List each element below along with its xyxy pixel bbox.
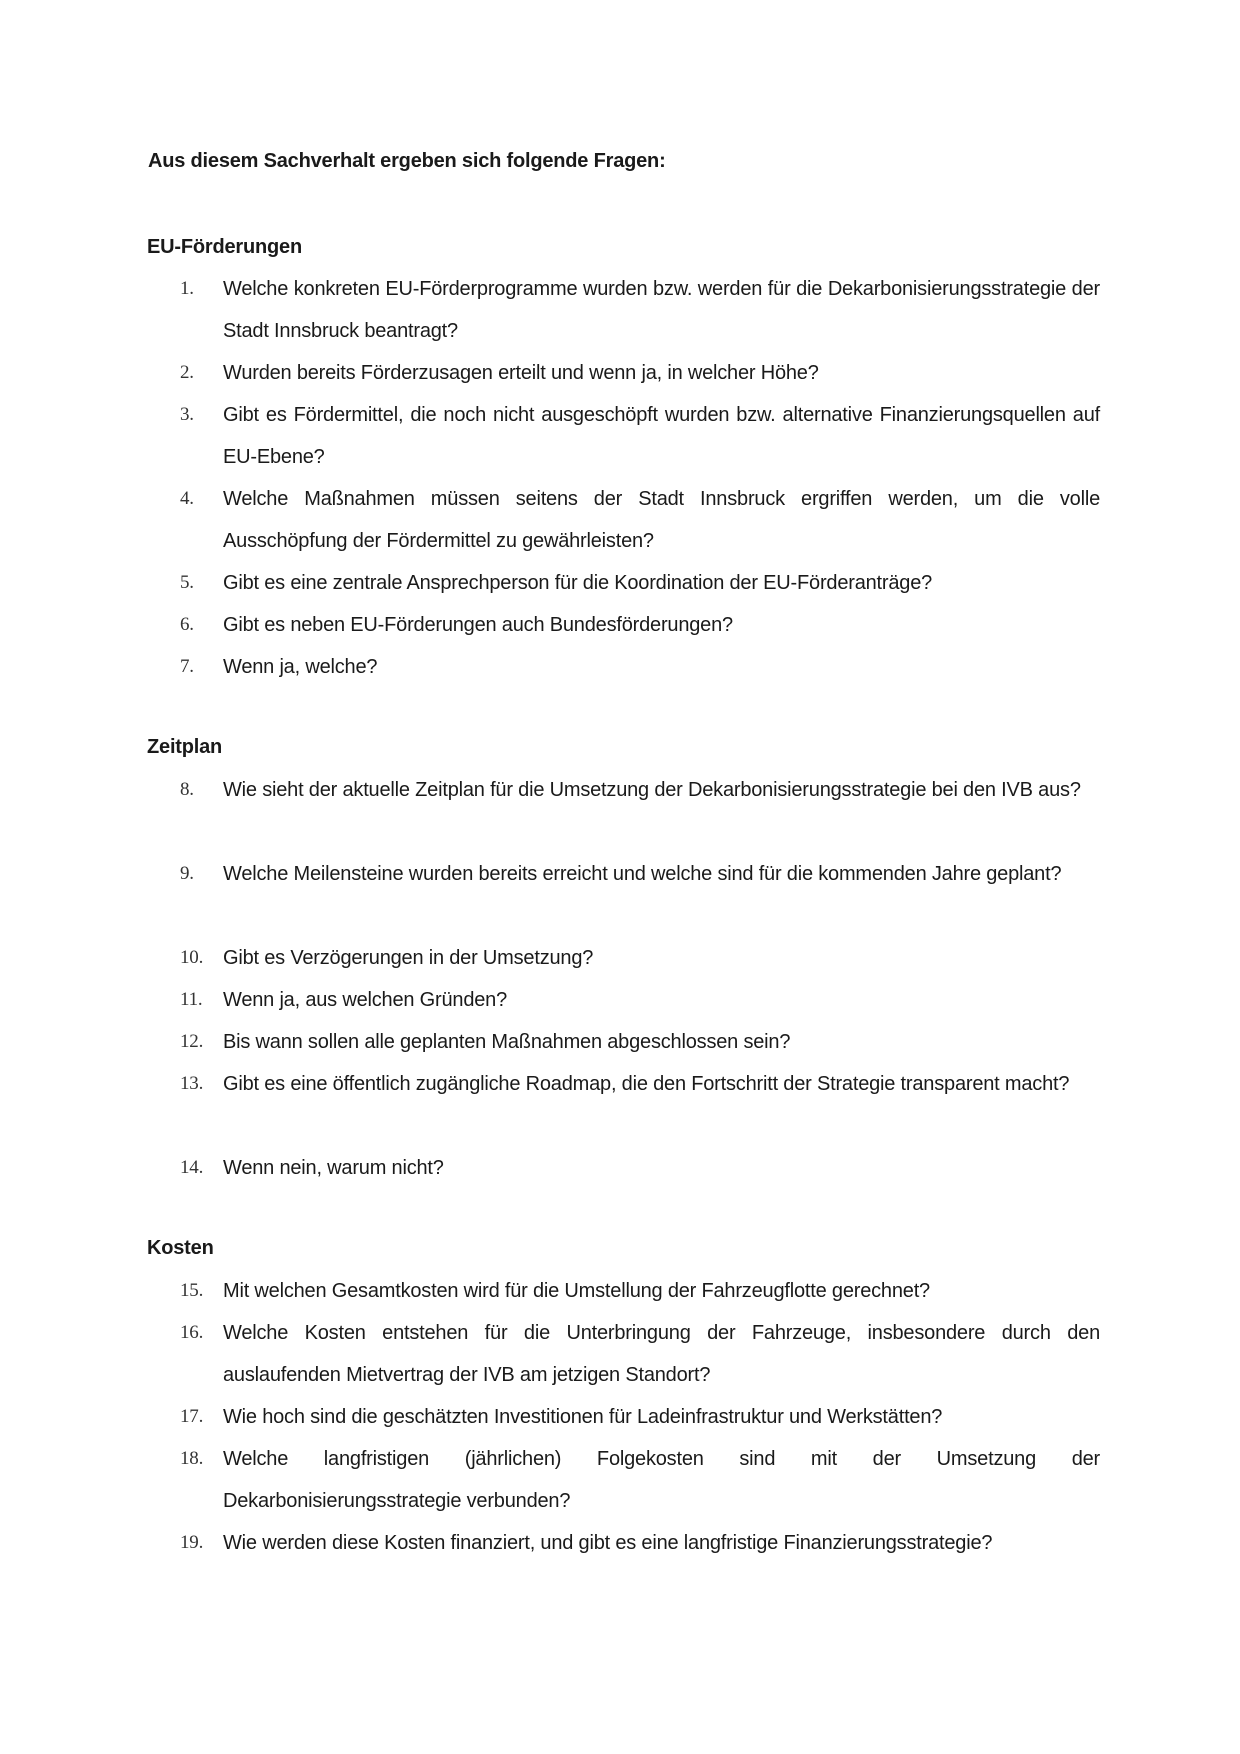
question-number: 7. [180,656,194,677]
question-item [180,1147,1100,1189]
question-item [180,562,1100,604]
question-text: Welche konkreten EU-Förderprogramme wurden bzw. werden für die Dekarbonisierungsstrategie der Stadt Innsbruck beantragt? [223,278,1100,342]
question-text: Gibt es Verzögerungen in der Umsetzung? [223,947,594,969]
question-text: Wie sieht der aktuelle Zeitplan für die Umsetzung der Dekarbonisierungsstrategie bei den IVB aus? [223,779,1081,801]
question-text: Bis wann sollen alle geplanten Maßnahmen abgeschlossen sein? [223,1031,791,1053]
question-item [180,979,1100,1021]
question-number: 17. [180,1406,204,1427]
question-number: 12. [180,1031,204,1052]
question-text: Gibt es eine zentrale Ansprechperson für die Koordination der EU-Förderanträge? [223,572,933,594]
question-number: 6. [180,614,194,635]
question-item [180,1438,1100,1522]
question-item [180,769,1100,811]
question-item [180,268,1100,352]
question-item [180,853,1100,895]
question-item [180,1312,1100,1396]
question-number: 8. [180,779,194,800]
question-text: Wenn nein, warum nicht? [223,1157,444,1179]
question-text: Welche langfristigen (jährlichen) Folgekosten sind mit der Umsetzung der Dekarbonisierungsstrategie verbunden? [223,1448,1100,1512]
question-text: Welche Kosten entstehen für die Unterbringung der Fahrzeuge, insbesondere durch den auslaufenden Mietvertrag der IVB am jetzigen Standort? [223,1322,1100,1386]
question-item [180,1270,1100,1312]
question-number: 2. [180,362,194,383]
question-text: Welche Meilensteine wurden bereits erreicht und welche sind für die kommenden Jahre geplant? [223,863,1062,885]
question-number: 10. [180,947,204,968]
question-item [180,1063,1100,1105]
question-number: 9. [180,863,194,884]
question-number: 19. [180,1532,204,1553]
question-text: Gibt es neben EU-Förderungen auch Bundesförderungen? [223,614,733,636]
question-number: 4. [180,488,194,509]
question-number: 1. [180,278,194,299]
question-text: Wenn ja, welche? [223,656,378,678]
question-number: 5. [180,572,194,593]
question-number: 14. [180,1157,204,1178]
question-item [180,352,1100,394]
question-number: 18. [180,1448,204,1469]
question-number: 11. [180,989,203,1010]
intro-heading: Aus diesem Sachverhalt ergeben sich folgende Fragen: [148,150,666,172]
question-item [180,1396,1100,1438]
question-item [180,604,1100,646]
question-item [180,937,1100,979]
question-number: 15. [180,1280,204,1301]
question-text: Wie werden diese Kosten finanziert, und gibt es eine langfristige Finanzierungsstrategie? [223,1532,993,1554]
section-heading-kosten: Kosten [147,1237,214,1259]
question-item [180,478,1100,562]
question-text: Gibt es eine öffentlich zugängliche Roadmap, die den Fortschritt der Strategie transparent macht? [223,1073,1070,1095]
question-text: Wurden bereits Förderzusagen erteilt und wenn ja, in welcher Höhe? [223,362,819,384]
question-text: Mit welchen Gesamtkosten wird für die Umstellung der Fahrzeugflotte gerechnet? [223,1280,930,1302]
question-text: Welche Maßnahmen müssen seitens der Stadt Innsbruck ergriffen werden, um die volle Ausschöpfung der Fördermittel zu gewährleisten? [223,488,1100,552]
question-item [180,394,1100,478]
question-item [180,1522,1100,1564]
question-text: Gibt es Fördermittel, die noch nicht ausgeschöpft wurden bzw. alternative Finanzierungsquellen auf EU-Ebene? [223,404,1100,468]
question-text: Wie hoch sind die geschätzten Investitionen für Ladeinfrastruktur und Werkstätten? [223,1406,943,1428]
question-number: 13. [180,1073,204,1094]
question-item [180,646,1100,688]
question-text: Wenn ja, aus welchen Gründen? [223,989,508,1011]
question-number: 16. [180,1322,204,1343]
section-heading-zeitplan: Zeitplan [147,736,223,758]
question-number: 3. [180,404,194,425]
question-item [180,1021,1100,1063]
section-heading-eu-foerderungen: EU-Förderungen [147,236,302,258]
